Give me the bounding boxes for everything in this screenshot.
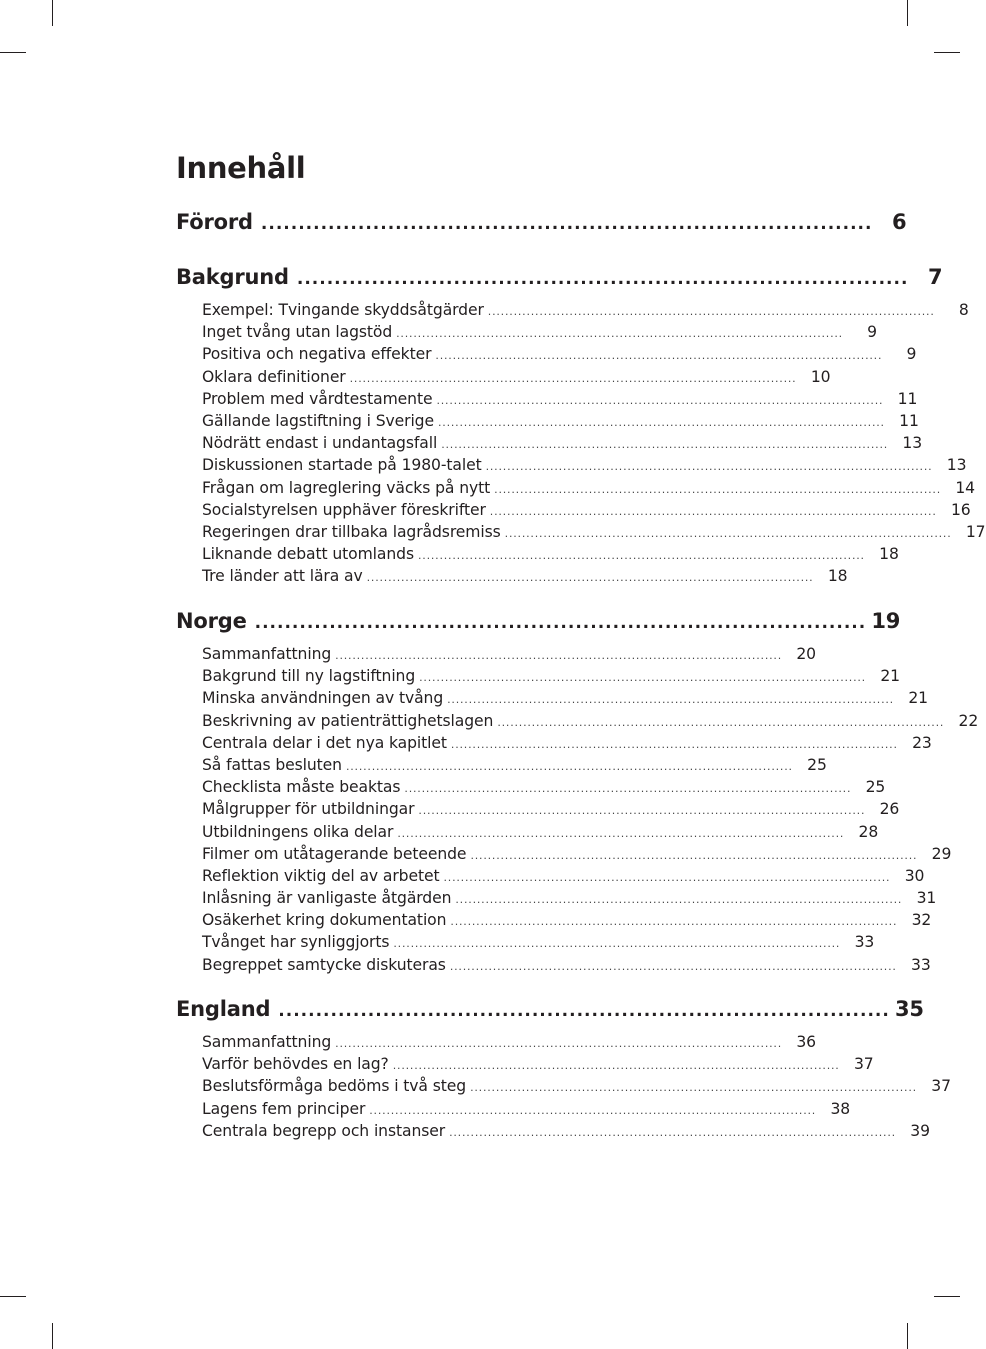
entry-page-number: 26 <box>879 800 900 819</box>
entry-page-number: 33 <box>854 933 875 952</box>
entry-page-number: 14 <box>955 478 976 497</box>
entry-title: Osäkerhet kring dokumentation <box>202 911 447 930</box>
crop-mark <box>52 0 53 26</box>
entry-page-number: 8 <box>958 301 969 319</box>
entry-title: Inget tvång utan lagstöd <box>202 323 393 342</box>
entry-page-number: 31 <box>916 889 937 908</box>
toc-entry[interactable] <box>176 411 919 434</box>
toc-entry[interactable] <box>176 711 979 734</box>
entry-title: Sammanfattning <box>202 1033 332 1051</box>
entry-title: Diskussionen startade på 1980-talet <box>202 456 482 475</box>
entry-page-number: 25 <box>865 778 886 797</box>
dot-leader: ........................................................................................................ <box>449 959 897 973</box>
toc-entry[interactable] <box>176 667 900 689</box>
toc-entry[interactable] <box>176 933 875 955</box>
toc-entry[interactable] <box>176 911 932 933</box>
entry-title: Socialstyrelsen upphäver föreskrifter <box>202 500 486 519</box>
dot-leader: ........................................................................................................ <box>487 305 935 318</box>
toc-entry[interactable] <box>176 689 928 711</box>
toc-entry[interactable] <box>176 844 952 867</box>
entry-page-number: 11 <box>899 411 919 430</box>
toc-entry[interactable] <box>176 545 899 567</box>
dot-leader: ........................................................................................................ <box>349 371 797 385</box>
dot-leader: ........................................................................................................ <box>436 393 884 407</box>
entry-page-number: 11 <box>897 389 918 408</box>
entry-page-number: 16 <box>950 500 971 519</box>
toc-entry[interactable] <box>176 478 976 501</box>
toc-entry[interactable] <box>176 1099 851 1122</box>
toc-section-england <box>176 997 951 1144</box>
toc-entry[interactable] <box>176 955 931 978</box>
dot-leader: ........................................................................................................ <box>450 737 898 751</box>
dot-leader: ........................................................................................................ <box>335 649 782 662</box>
dot-leader: ........................................................................................................ <box>366 571 814 585</box>
dot-leader: ........................................................................................................ <box>470 1081 917 1095</box>
dot-leader: ........................................................................................................ <box>455 893 903 907</box>
section-heading[interactable] <box>176 997 924 1029</box>
entry-title: Problem med vårdtestamente <box>202 389 433 408</box>
entry-page-number: 13 <box>946 456 967 475</box>
entry-title: Så fattas besluten <box>202 755 342 774</box>
dot-leader: ........................................................................................................ <box>404 782 852 796</box>
toc-entry[interactable] <box>176 345 917 367</box>
entry-title: Positiva och negativa effekter <box>202 345 432 364</box>
section-page-number: 7 <box>928 265 943 289</box>
entry-page-number: 36 <box>796 1033 816 1051</box>
dot-leader: ........................................................................................................ <box>392 1059 840 1073</box>
crop-mark <box>934 52 960 53</box>
toc-entry[interactable] <box>176 866 925 889</box>
entry-title: Regeringen drar tillbaka lagrådsremiss <box>202 522 501 541</box>
toc-entry[interactable] <box>176 822 879 845</box>
section-heading[interactable] <box>176 210 907 242</box>
dot-leader: ........................................................................................................ <box>504 526 952 540</box>
entry-title: Målgrupper för utbildningar <box>202 800 415 819</box>
entry-page-number: 39 <box>910 1121 930 1140</box>
toc-entry[interactable] <box>176 1077 951 1099</box>
section-page-number: 6 <box>892 210 907 234</box>
dot-leader: ........................................................................................................ <box>437 415 885 429</box>
toc-section-bakgrund <box>176 265 986 589</box>
entry-page-number: 9 <box>906 345 917 364</box>
entry-title: Centrala begrepp och instanser <box>202 1121 446 1140</box>
entry-title: Tre länder att lära av <box>202 567 363 586</box>
entry-title: Frågan om lagreglering väcks på nytt <box>202 478 491 497</box>
entry-title: Nödrätt endast i undantagsfall <box>202 434 438 453</box>
dot-leader: .................................................................................. <box>278 1001 890 1021</box>
dot-leader: .................................................................................. <box>296 269 909 289</box>
entry-page-number: 21 <box>880 667 900 686</box>
entry-list <box>176 301 986 589</box>
entry-page-number: 38 <box>830 1099 851 1118</box>
entry-list <box>176 1033 951 1144</box>
dot-leader: ........................................................................................................ <box>489 504 937 518</box>
section-page-number: 19 <box>871 609 901 633</box>
crop-mark <box>0 1296 26 1297</box>
toc-entry[interactable] <box>176 456 967 478</box>
section-title: England <box>176 997 271 1021</box>
section-heading[interactable] <box>176 265 943 297</box>
entry-title: Centrala delar i det nya kapitlet <box>202 733 447 752</box>
dot-leader: ........................................................................................................ <box>369 1103 817 1117</box>
entry-page-number: 29 <box>931 844 952 863</box>
entry-page-number: 21 <box>908 689 928 708</box>
toc-entry[interactable] <box>176 389 918 412</box>
page-title: Innehåll <box>176 151 306 185</box>
dot-leader: ........................................................................................................ <box>441 438 889 452</box>
dot-leader: ........................................................................................................ <box>485 460 933 474</box>
dot-leader: ........................................................................................................ <box>449 1125 896 1139</box>
crop-mark <box>907 1323 908 1349</box>
section-title: Bakgrund <box>176 265 289 289</box>
dot-leader: ........................................................................................................ <box>345 759 793 773</box>
entry-title: Exempel: Tvingande skyddsåtgärder <box>202 301 484 319</box>
dot-leader: ........................................................................................................ <box>417 549 865 563</box>
toc-entry[interactable] <box>176 1121 930 1144</box>
crop-mark <box>934 1296 960 1297</box>
toc-entry[interactable] <box>176 522 986 545</box>
dot-leader: .................................................................................. <box>254 613 867 633</box>
entry-title: Beskrivning av patienträttighetslagen <box>202 711 494 730</box>
entry-page-number: 37 <box>853 1055 874 1074</box>
toc-entry[interactable] <box>176 500 971 523</box>
entry-page-number: 33 <box>911 955 931 974</box>
entry-list <box>176 645 979 978</box>
entry-page-number: 22 <box>958 711 979 730</box>
entry-page-number: 10 <box>810 367 831 386</box>
entry-page-number: 25 <box>807 755 827 774</box>
toc-entry[interactable] <box>176 645 816 667</box>
toc-section-forord <box>176 210 907 242</box>
entry-title: Liknande debatt utomlands <box>202 545 414 564</box>
dot-leader: ........................................................................................................ <box>335 1037 782 1050</box>
toc-entry[interactable] <box>176 301 969 323</box>
dot-leader: .................................................................................. <box>260 214 873 234</box>
entry-title: Reflektion viktig del av arbetet <box>202 866 440 885</box>
entry-title: Varför behövdes en lag? <box>202 1055 389 1074</box>
dot-leader: ........................................................................................................ <box>393 937 841 951</box>
entry-page-number: 23 <box>912 733 932 752</box>
toc-entry[interactable] <box>176 434 923 456</box>
dot-leader: ........................................................................................................ <box>397 826 845 840</box>
entry-page-number: 20 <box>796 645 816 663</box>
entry-page-number: 17 <box>965 522 986 541</box>
entry-title: Checklista måste beaktas <box>202 778 401 797</box>
entry-title: Begreppet samtycke diskuteras <box>202 955 446 974</box>
entry-title: Oklara definitioner <box>202 367 346 386</box>
entry-page-number: 37 <box>931 1077 951 1096</box>
section-heading[interactable] <box>176 609 901 641</box>
toc-entry[interactable] <box>176 889 937 911</box>
toc-entry[interactable] <box>176 755 827 778</box>
entry-title: Tvånget har synliggjorts <box>202 933 390 952</box>
entry-title: Lagens fem principer <box>202 1099 366 1118</box>
entry-title: Bakgrund till ny lagstiftning <box>202 667 416 686</box>
toc-entry[interactable] <box>176 323 877 345</box>
dot-leader: ........................................................................................................ <box>447 693 894 707</box>
crop-mark <box>0 52 26 53</box>
entry-page-number: 18 <box>879 545 899 564</box>
entry-page-number: 13 <box>902 434 923 453</box>
entry-title: Filmer om utåtagerande beteende <box>202 844 467 863</box>
entry-title: Sammanfattning <box>202 645 332 663</box>
dot-leader: ........................................................................................................ <box>470 848 918 862</box>
section-title: Förord <box>176 210 253 234</box>
crop-mark <box>52 1323 53 1349</box>
dot-leader: ........................................................................................................ <box>494 482 942 496</box>
section-title: Norge <box>176 609 247 633</box>
dot-leader: ........................................................................................................ <box>443 870 891 884</box>
entry-title: Gällande lagstiftning i Sverige <box>202 411 434 430</box>
entry-page-number: 30 <box>904 866 925 885</box>
dot-leader: ........................................................................................................ <box>419 671 866 685</box>
dot-leader: ........................................................................................................ <box>435 349 883 363</box>
entry-title: Minska användningen av tvång <box>202 689 444 708</box>
toc-entry[interactable] <box>176 800 900 822</box>
entry-title: Inlåsning är vanligaste åtgärden <box>202 889 452 908</box>
dot-leader: ........................................................................................................ <box>418 804 866 818</box>
entry-title: Beslutsförmåga bedöms i två steg <box>202 1077 467 1096</box>
toc-entry[interactable] <box>176 567 848 589</box>
dot-leader: ........................................................................................................ <box>396 327 843 341</box>
toc-entry[interactable] <box>176 1033 816 1055</box>
toc-entry[interactable] <box>176 778 886 800</box>
crop-mark <box>907 0 908 26</box>
entry-title: Utbildningens olika delar <box>202 822 394 841</box>
entry-page-number: 28 <box>858 822 879 841</box>
entry-page-number: 32 <box>911 911 932 930</box>
toc-entry[interactable] <box>176 733 932 756</box>
toc-section-norge <box>176 609 979 978</box>
entry-page-number: 18 <box>827 567 848 586</box>
toc-entry[interactable] <box>176 1055 874 1077</box>
dot-leader: ........................................................................................................ <box>497 715 945 729</box>
entry-page-number: 9 <box>867 323 877 342</box>
toc-entry[interactable] <box>176 367 831 390</box>
section-page-number: 35 <box>895 997 924 1021</box>
dot-leader: ........................................................................................................ <box>450 915 898 929</box>
